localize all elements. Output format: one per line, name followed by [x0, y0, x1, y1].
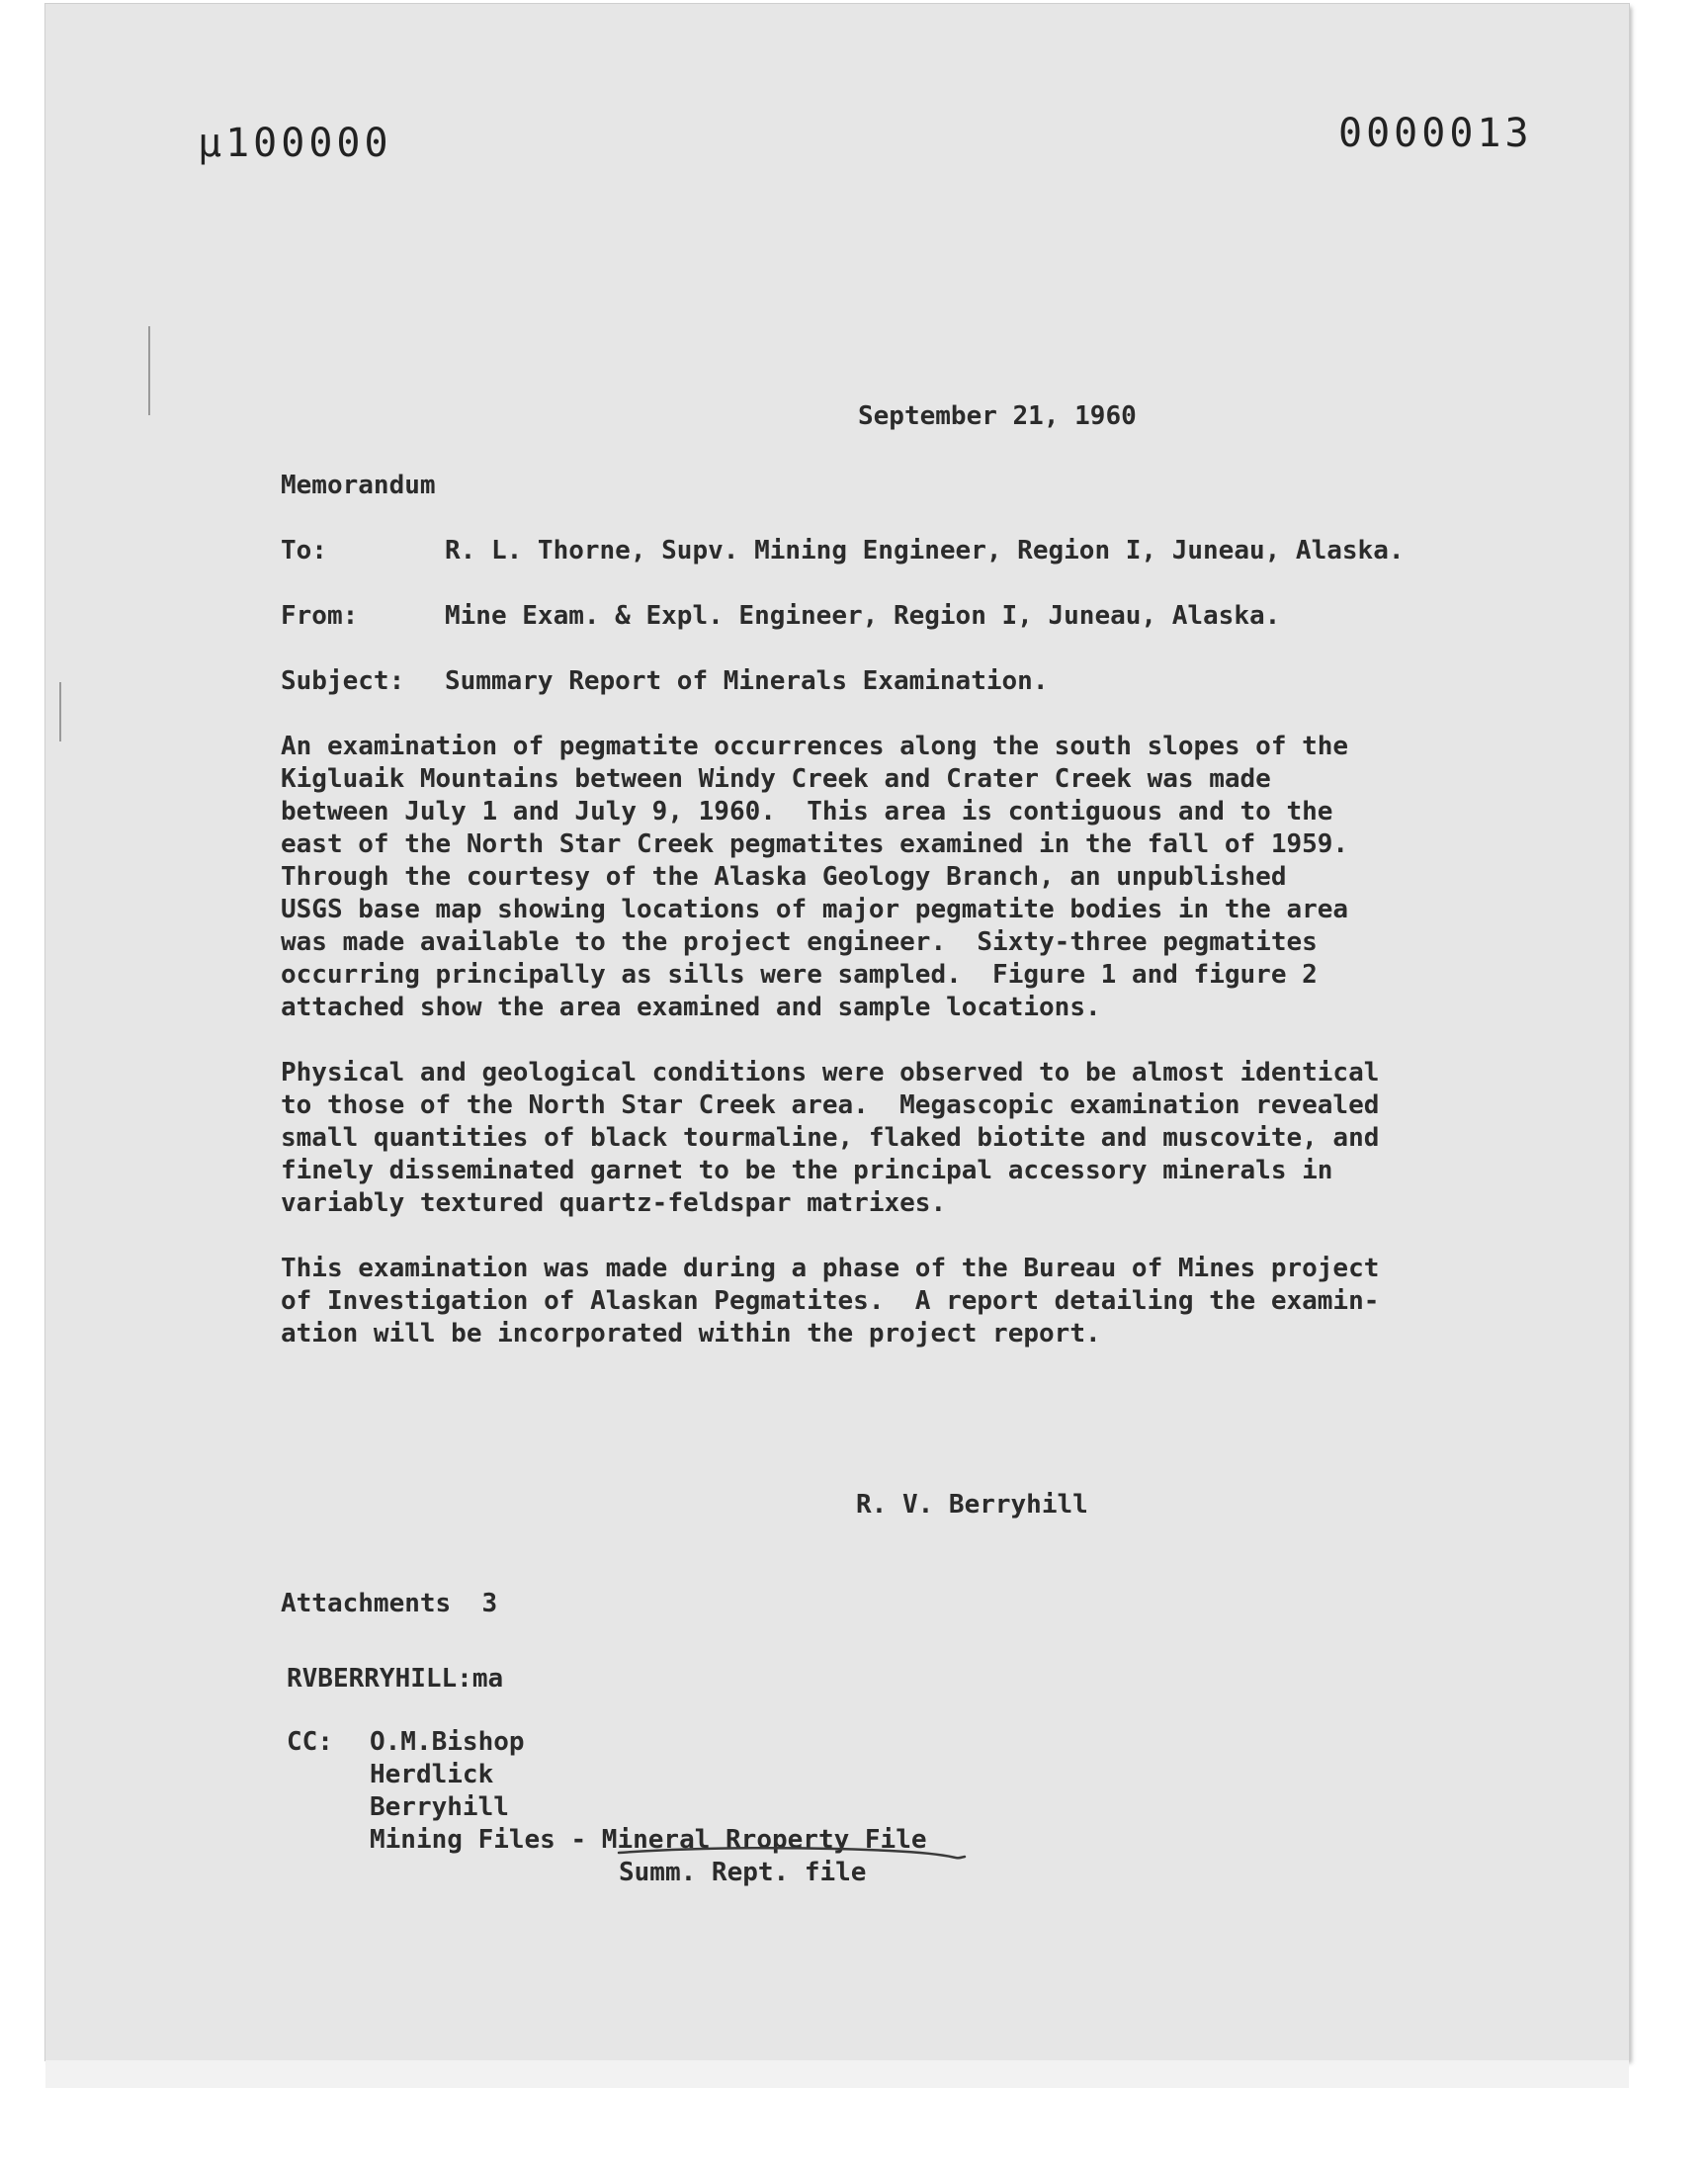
memo-type: Memorandum [281, 471, 436, 500]
cc-recipient: Herdlick [370, 1760, 494, 1789]
document-number-right: 0000013 [1338, 111, 1533, 156]
handwritten-underline-mark [613, 1845, 969, 1865]
from-label: From: [281, 601, 359, 631]
margin-mark [59, 682, 61, 741]
paper-sheet [45, 4, 1629, 2060]
cc-extra-file: Summ. Rept. file [619, 1858, 867, 1887]
cc-recipient: Berryhill [370, 1792, 509, 1822]
cc-recipient: O.M.Bishop [370, 1727, 525, 1757]
to-line [281, 535, 1405, 567]
cc-label: CC: [287, 1727, 333, 1757]
memo-date: September 21, 1960 [858, 401, 1137, 431]
attachments-line: Attachments 3 [281, 1589, 498, 1618]
from-value: Mine Exam. & Expl. Engineer, Region I, Juneau, Alaska. [445, 601, 1281, 631]
sheet-bottom-edge [45, 2060, 1629, 2088]
document-number-left: µ100000 [198, 121, 392, 166]
subject-line [281, 665, 1048, 698]
to-label: To: [281, 536, 327, 566]
margin-mark [148, 326, 150, 415]
body-paragraph-1: An examination of pegmatite occurrences along the south slopes of the Kigluaik Mountains between Windy Creek and Crater Creek was made between July 1 and July 9, 1960. This area is contiguous and to the east of the North Star Creek pegmatites examined in the fall of 1959. Through the courtesy of the Alaska Geology Branch, an unpublished USGS base map showing locations of major pegmatite bodies in the area was made available to the project engineer. Sixty-three pegmatites occurring principally as sills were sampled. Figure 1 and figure 2 attached show the area examined and sample locations. [281, 732, 1349, 1022]
typist-initials: RVBERRYHILL:ma [287, 1664, 504, 1694]
to-value: R. L. Thorne, Supv. Mining Engineer, Region I, Juneau, Alaska. [445, 536, 1405, 566]
subject-label: Subject: [281, 666, 405, 696]
signature-name: R. V. Berryhill [856, 1490, 1088, 1520]
subject-value: Summary Report of Minerals Examination. [445, 666, 1049, 696]
body-paragraph-3: This examination was made during a phase of the Bureau of Mines project of Investigation of Alaskan Pegmatites. A report detailing the examin- ation will be incorporated within the project report. [281, 1254, 1380, 1348]
cc-recipient: Mining Files - Mineral Rroperty File [370, 1825, 927, 1855]
from-line [281, 600, 1280, 633]
body-paragraph-2: Physical and geological conditions were observed to be almost identical to those of the North Star Creek area. Megascopic examination revealed small quantities of black tourmaline, flaked biotite and muscovite, and finely disseminated garnet to be the principal accessory minerals in variably textured quartz-feldspar matrixes. [281, 1058, 1380, 1218]
